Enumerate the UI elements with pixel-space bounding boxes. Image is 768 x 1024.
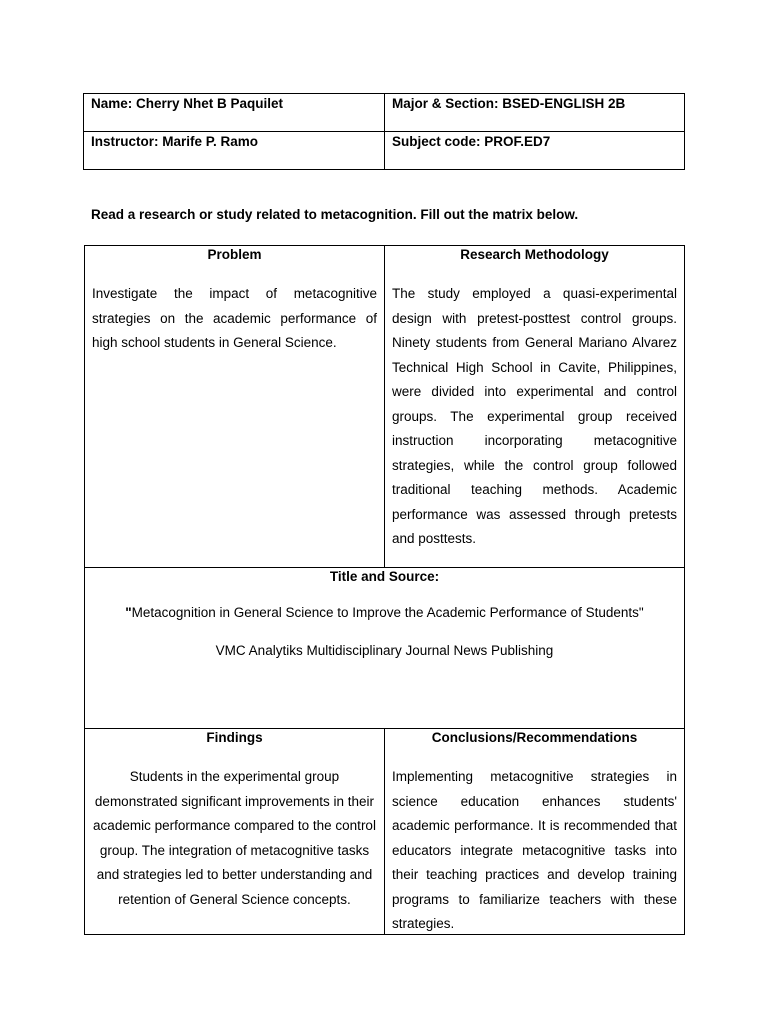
methodology-cell [385, 246, 684, 567]
conclusions-cell [385, 729, 684, 934]
problem-heading: Problem [207, 247, 262, 262]
title-source-heading: Title and Source: [329, 569, 440, 584]
student-name: Name: Cherry Nhet B Paquilet [84, 94, 385, 132]
title-open-quote: " [125, 605, 132, 620]
major-section: Major & Section: BSED-ENGLISH 2B [385, 94, 685, 132]
methodology-text: The study employed a quasi-experimental design with pretest-posttest control groups. Ninety students from General Mariano Alvarez Technical High School in Cavite, Philippines, were divided into experimental and control groups. The experimental group received instruction incorporating metacognitive strategies, while the control group followed traditional teaching methods. Academic performance was assessed through pretests and posttests. [392, 286, 677, 546]
study-title-text: Metacognition in General Science to Improve the Academic Performance of Students" [131, 605, 644, 620]
findings-heading: Findings [206, 730, 263, 745]
student-info-table [83, 93, 685, 170]
methodology-heading: Research Methodology [460, 247, 609, 262]
research-matrix [84, 245, 685, 935]
subject-code: Subject code: PROF.ED7 [385, 132, 685, 170]
instructor-name: Instructor: Marife P. Ramo [84, 132, 385, 170]
matrix-row-findings-conclusions [85, 729, 684, 934]
info-row-1 [84, 94, 685, 132]
problem-text: Investigate the impact of metacognitive strategies on the academic performance of high school students in General Science. [92, 286, 377, 350]
title-source-cell [85, 568, 684, 728]
findings-text: Students in the experimental group demonstrated significant improvements in their academic performance compared to the control group. The integration of metacognitive tasks and strategies led to better understanding and retention of General Science concepts. [93, 769, 376, 907]
conclusions-heading: Conclusions/Recommendations [431, 730, 638, 745]
study-title [92, 604, 677, 622]
findings-cell [85, 729, 385, 934]
problem-cell [85, 246, 385, 567]
conclusions-text: Implementing metacognitive strategies in science education enhances students' academic performance. It is recommended that educators integrate metacognitive tasks into their teaching practices and develop training programs to familiarize teachers with these strategies. [392, 769, 677, 931]
study-source: VMC Analytiks Multidisciplinary Journal News Publishing [215, 643, 554, 658]
matrix-row-title-source [85, 568, 684, 729]
matrix-row-problem-methodology [85, 246, 684, 568]
info-row-2 [84, 132, 685, 170]
instruction-text: Read a research or study related to metacognition. Fill out the matrix below. [91, 207, 579, 222]
